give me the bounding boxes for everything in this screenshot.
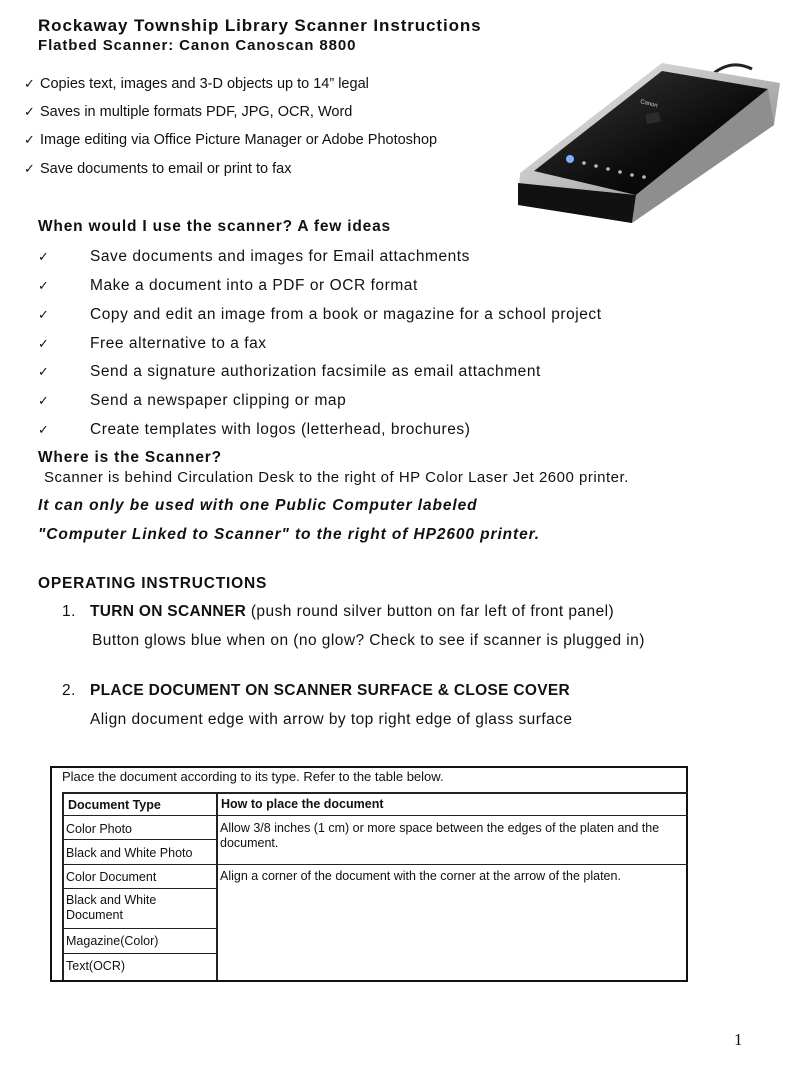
scanner-brand-label: Canon [639,99,659,110]
step-title: PLACE DOCUMENT ON SCANNER SURFACE & CLOSE COVER [90,682,570,699]
column-header-placement: How to place the document [221,797,384,811]
checkmark-icon: ✓ [24,77,35,92]
feature-item [24,76,369,92]
feature-item [24,104,352,120]
checkmark-icon: ✓ [38,394,50,409]
location-heading: Where is the Scanner? [38,449,222,466]
idea-text: Send a signature authorization facsimile as email attachment [90,363,541,380]
checkmark-icon: ✓ [24,133,35,148]
feature-text: Save documents to email or print to fax [40,161,292,177]
page-number: 1 [734,1030,743,1049]
feature-text: Image editing via Office Picture Manager or Adobe Photoshop [40,132,438,148]
feature-item [24,161,291,177]
table-row: Text(OCR) [66,959,126,973]
feature-text: Saves in multiple formats PDF, JPG, OCR, Word [40,104,353,120]
placement-instruction-document: Align a corner of the document with the corner at the arrow of the platen. [220,869,621,883]
checkmark-icon: ✓ [38,423,50,438]
idea-text: Copy and edit an image from a book or magazine for a school project [90,306,602,323]
flatbed-scanner-photo [512,55,784,225]
step-detail: (push round silver button on far left of front panel) [246,603,615,620]
idea-item [38,335,267,353]
idea-item [38,306,602,324]
location-note-line-2: "Computer Linked to Scanner" to the right of HP2600 printer. [38,526,540,543]
figure-caption: Place the document according to its type. Refer to the table below. [62,769,444,784]
page-title: Rockaway Township Library Scanner Instructions [38,16,482,35]
checkmark-icon: ✓ [38,308,50,323]
idea-item [38,277,418,295]
idea-text: Make a document into a PDF or OCR format [90,277,418,294]
step-2-note: Align document edge with arrow by top right edge of glass surface [90,711,573,728]
table-row: Color Document [66,870,157,884]
checkmark-icon: ✓ [38,365,50,380]
checkmark-icon: ✓ [38,250,50,265]
document-placement-figure [50,766,688,982]
step-2 [62,682,570,700]
location-note-line-1: It can only be used with one Public Computer labeled [38,497,478,514]
step-number: 1. [62,603,76,620]
idea-item [38,392,346,410]
idea-item [38,363,541,381]
step-1 [62,603,614,621]
step-1-note: Button glows blue when on (no glow? Check to see if scanner is plugged in) [92,632,645,649]
checkmark-icon: ✓ [38,279,50,294]
idea-text: Free alternative to a fax [90,335,267,352]
page-subtitle: Flatbed Scanner: Canon Canoscan 8800 [38,37,357,54]
location-text: Scanner is behind Circulation Desk to the right of HP Color Laser Jet 2600 printer. [44,469,629,486]
table-row: Color Photo [66,822,133,836]
feature-text: Copies text, images and 3-D objects up to 14” legal [40,76,369,92]
operating-heading: OPERATING INSTRUCTIONS [38,575,268,592]
table-row: Black and White Document [66,893,157,922]
idea-text: Send a newspaper clipping or map [90,392,347,409]
idea-item [38,248,470,266]
table-row: Magazine(Color) [66,934,159,948]
ideas-heading: When would I use the scanner? A few ideas [38,218,391,235]
checkmark-icon: ✓ [24,162,35,177]
table-row: Black and White Photo [66,846,193,860]
placement-instruction-photo: Allow 3/8 inches (1 cm) or more space between the edges of the platen and the document. [220,821,660,850]
column-header-document-type: Document Type [68,798,161,812]
idea-text: Create templates with logos (letterhead, brochures) [90,421,471,438]
step-number: 2. [62,682,76,699]
feature-item [24,132,437,148]
step-title: TURN ON SCANNER [90,603,247,620]
idea-item [38,421,470,439]
checkmark-icon: ✓ [38,337,50,352]
idea-text: Save documents and images for Email attachments [90,248,470,265]
checkmark-icon: ✓ [24,105,35,120]
